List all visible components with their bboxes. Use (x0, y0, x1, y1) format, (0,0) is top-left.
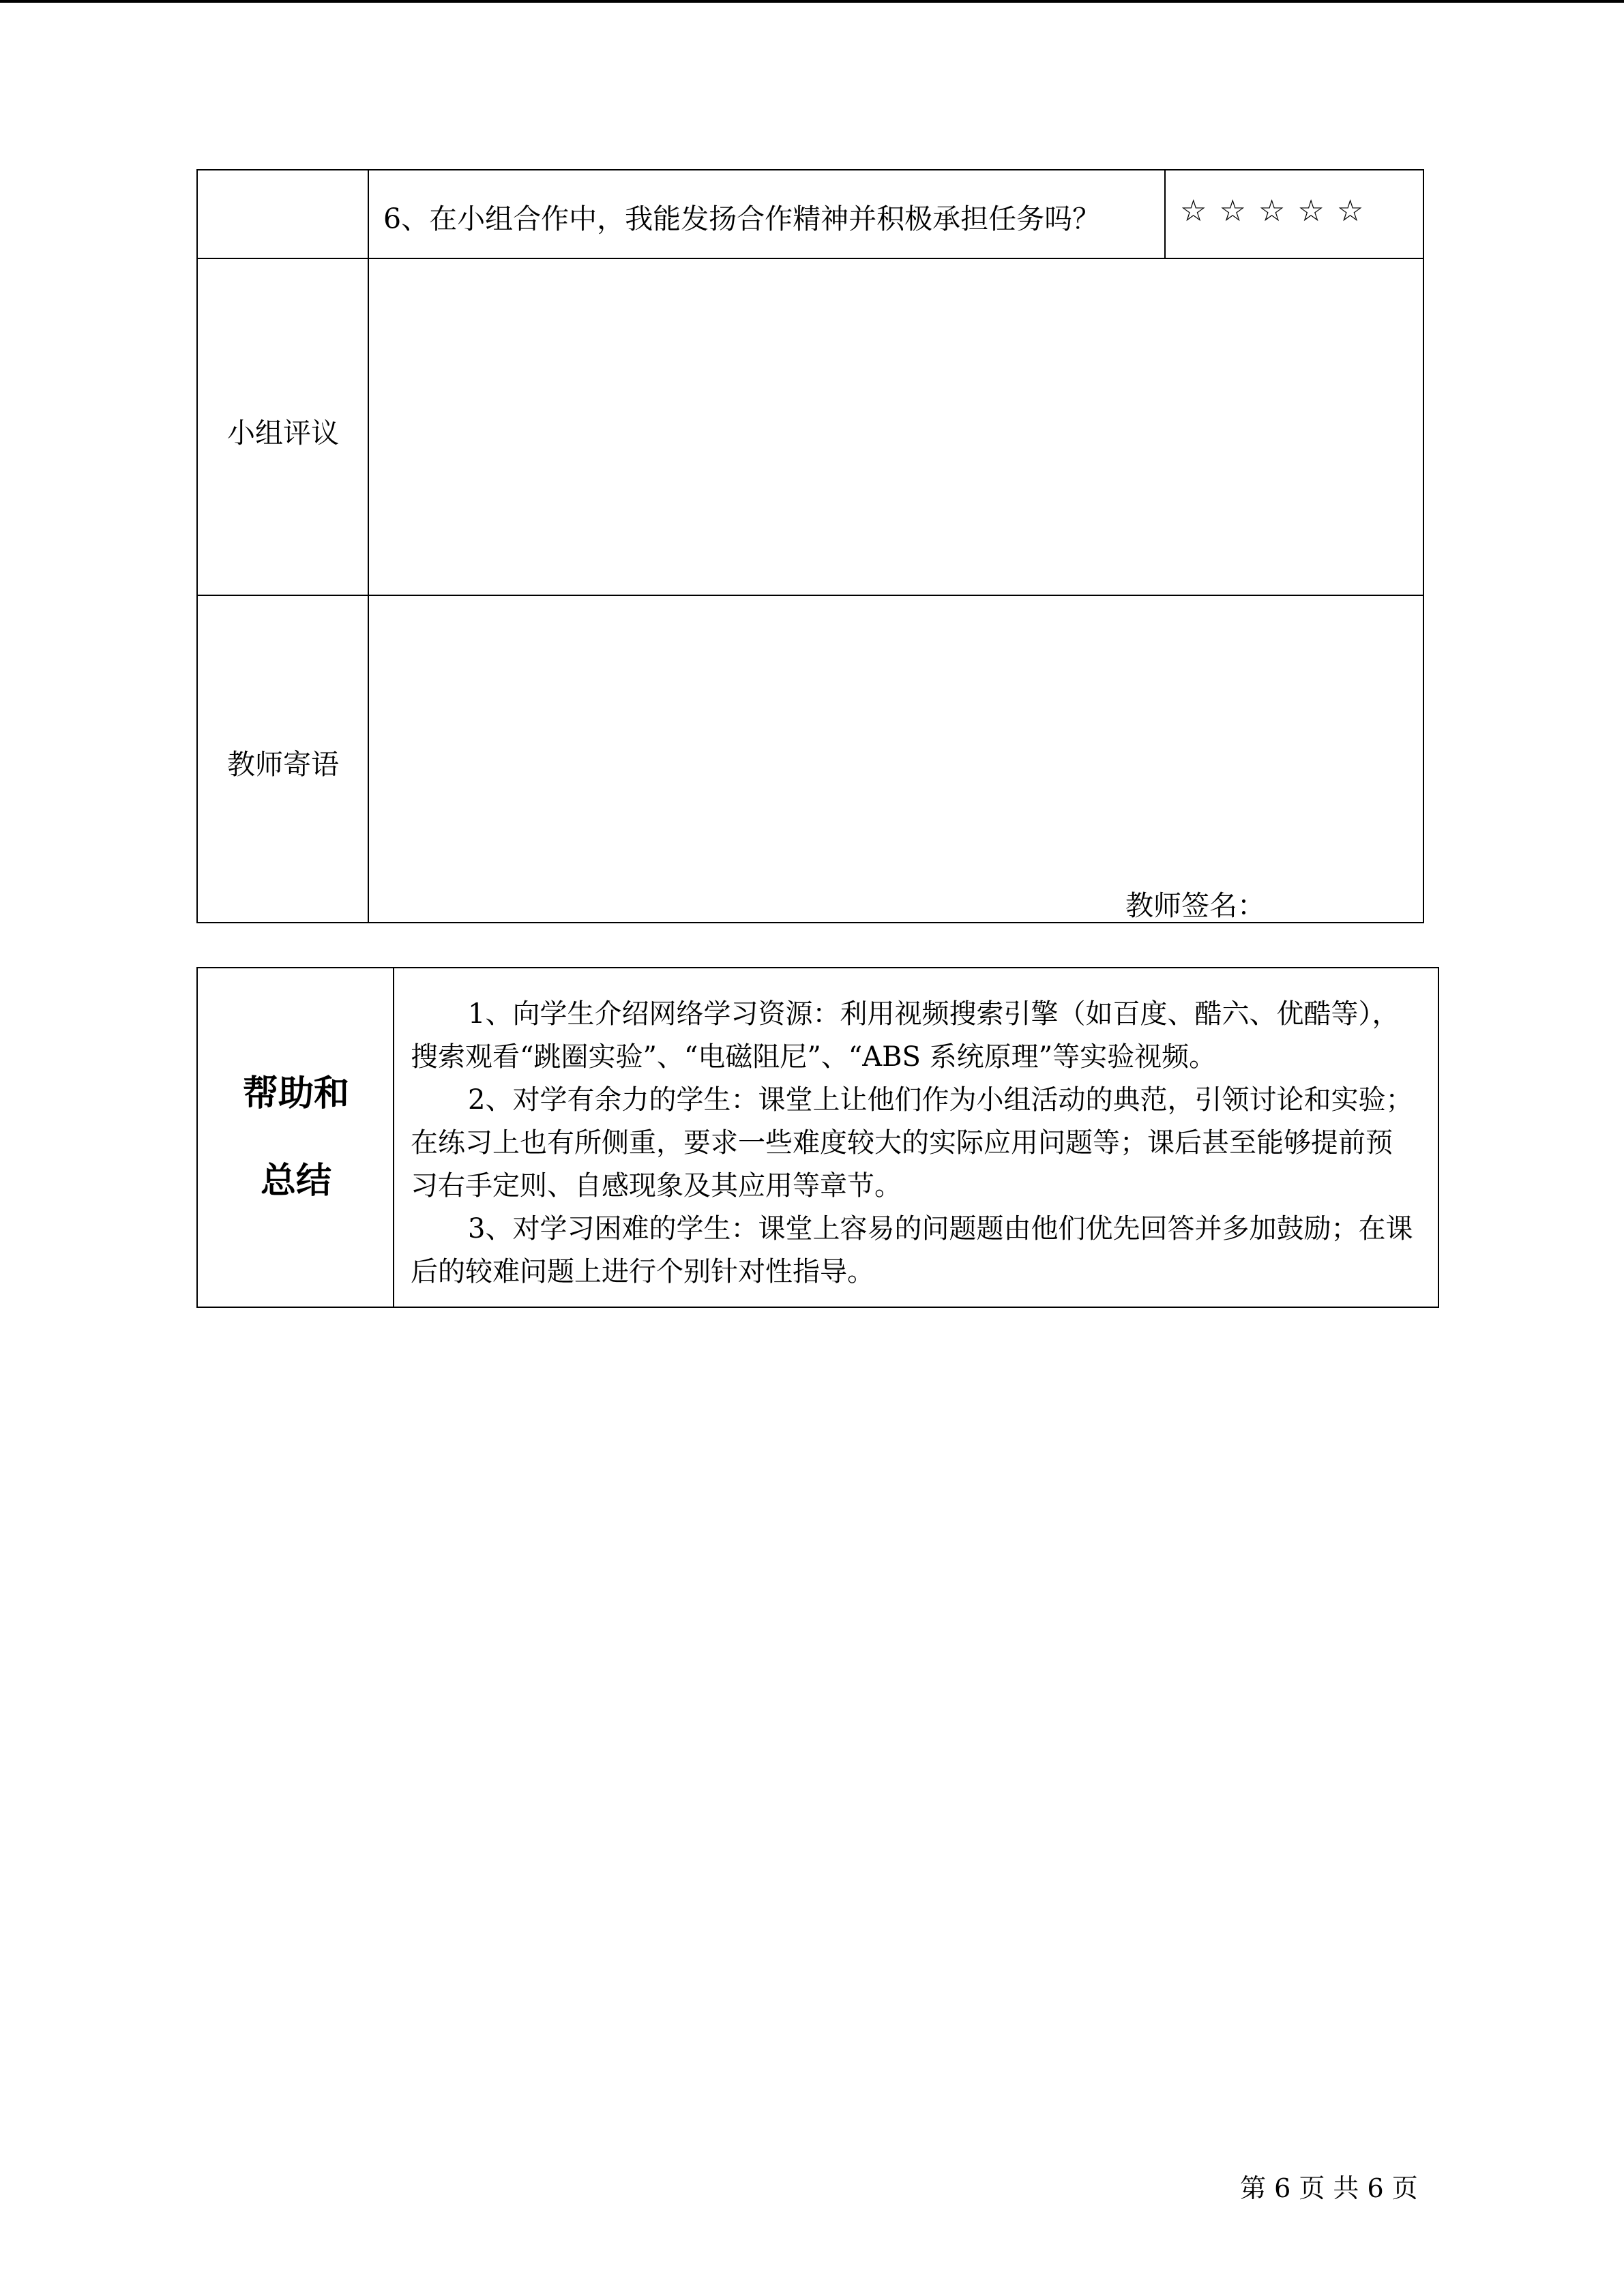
help-summary-table (196, 967, 1439, 1308)
evaluation-table (196, 169, 1424, 923)
help-summary-heading-line2: 总结 (260, 1161, 331, 1202)
teacher-words-label: 教师寄语 (227, 748, 339, 781)
help-summary-content (411, 993, 1413, 1294)
star-icon[interactable]: ☆ (1258, 194, 1288, 228)
table-divider (198, 595, 1423, 596)
star-rating[interactable] (1180, 194, 1376, 228)
paragraph: 2、对学有余力的学生：课堂上让他们作为小组活动的典范，引领讨论和实验；在练习上也有所侧重，要求一些难度较大的实际应用问题等；课后甚至能够提前预习右手定则、自感现象及其应用等章节。 (411, 1084, 1413, 1202)
page-number: 第 6 页 共 6 页 (1240, 2173, 1418, 2203)
teacher-signature-label: 教师签名： (1125, 889, 1265, 922)
paragraph: 3、对学习困难的学生：课堂上容易的问题题由他们优先回答并多加鼓励；在课后的较难问题上进行个别针对性指导。 (411, 1213, 1413, 1287)
star-icon[interactable]: ☆ (1219, 194, 1249, 228)
question-6: 6、在小组合作中，我能发扬合作精神并积极承担任务吗？ (383, 203, 1101, 235)
help-summary-heading (198, 968, 394, 1307)
table-divider (1164, 170, 1166, 258)
paragraph: 1、向学生介绍网络学习资源：利用视频搜索引擎（如百度、酷六、优酷等），搜索观看“跳圈实验”、“电磁阻尼”、“ABS 系统原理”等实验视频。 (411, 998, 1400, 1073)
star-icon[interactable]: ☆ (1180, 194, 1210, 228)
star-icon[interactable]: ☆ (1336, 194, 1367, 228)
group-review-label: 小组评议 (227, 417, 339, 449)
star-icon[interactable]: ☆ (1297, 194, 1327, 228)
table-divider (368, 170, 369, 922)
top-border-line (0, 0, 1624, 3)
help-summary-heading-line1: 帮助和 (242, 1073, 349, 1114)
table-divider (198, 258, 1423, 259)
